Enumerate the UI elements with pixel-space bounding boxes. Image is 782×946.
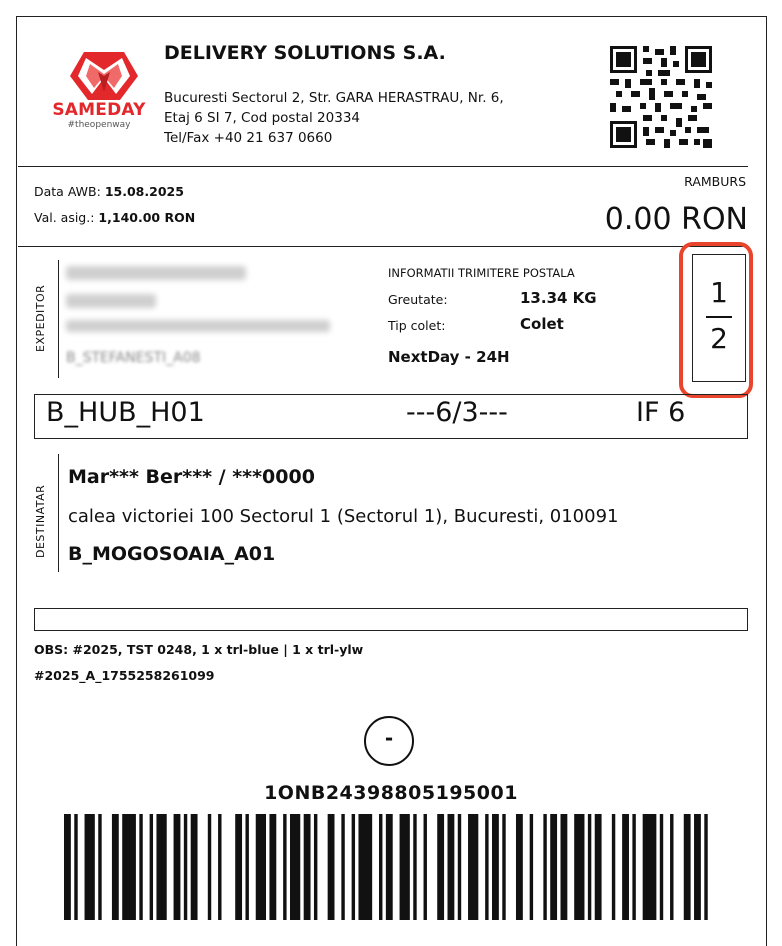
barcode-bar [122,814,136,920]
recipient-section-label: DESTINATAR [34,484,47,558]
barcode-bar [492,814,499,920]
recipient-name: Mar*** Ber*** / ***0000 [68,466,315,488]
barcode-bar [85,814,95,920]
barcode-bar [386,814,393,920]
barcode-bar [341,814,344,920]
divider-header [18,166,748,167]
barcode-bar [632,814,635,920]
barcode-bar [424,814,427,920]
observations: OBS: #2025, TST 0248, 1 x trl-blue | 1 x trl-ylw [34,642,364,657]
sender-bar [58,260,59,378]
barcode-bar [256,814,266,920]
recipient-address: calea victoriei 100 Sectorul 1 (Sectorul 1), Bucuresti, 010091 [68,506,619,527]
insured-value [34,210,195,225]
company-address-line1: Bucuresti Sectorul 2, Str. GARA HERASTRAU, Nr. 6, [164,90,504,106]
barcode-icon [64,814,718,920]
empty-field-box [34,608,748,631]
barcode-bar [643,814,657,920]
redacted-sender-address [66,320,330,332]
barcode-bar [437,814,444,920]
shipment-info-title: INFORMATII TRIMITERE POSTALA [388,266,575,280]
barcode-bar [447,814,454,920]
recipient-hub: B_MOGOSOAIA_A01 [68,543,276,565]
awb-date-label: Data AWB: [34,184,101,199]
barcode-bar [622,814,629,920]
redacted-sender-line2 [66,294,156,308]
barcode-bar [290,814,300,920]
barcode-bar [660,814,663,920]
cod-label: RAMBURS [684,174,746,189]
barcode-bar [574,814,584,920]
company-address-line2: Etaj 6 SI 7, Cod postal 20334 [164,110,360,126]
sender-hub: B_STEFANESTI_A08 [66,350,201,366]
sender-section-label: EXPEDITOR [34,284,47,352]
redacted-sender-name [66,266,246,280]
barcode-bar [150,814,153,920]
barcode-bar [184,814,187,920]
awb-date-value: 15.08.2025 [104,184,184,199]
barcode-bar [468,814,478,920]
barcode-bar [530,814,533,920]
barcode-bar [112,814,119,920]
barcode-bar [543,814,546,920]
barcode-bar [502,814,505,920]
barcode-bar [328,814,335,920]
company-name: DELIVERY SOLUTIONS S.A. [164,42,446,64]
barcode-bar [612,814,615,920]
barcode-bar [191,814,198,920]
barcode-bar [670,814,673,920]
barcode-bar [156,814,166,920]
logo-tagline: #theopenway [67,120,131,130]
barcode-bar [413,814,416,920]
routing-zone: IF 6 [636,397,686,428]
barcode-bar [269,814,276,920]
company-phone: Tel/Fax +40 21 637 0660 [164,130,333,146]
barcode-bar [304,814,311,920]
barcode-bar [174,814,181,920]
recipient-bar [58,454,59,572]
insured-label: Val. asig.: [34,210,95,225]
parcel-type-label: Tip colet: [388,318,446,333]
logo-text: SAMEDAY [52,100,146,120]
barcode-bar [694,814,701,920]
barcode-bar [358,814,372,920]
barcode-bar [283,814,286,920]
barcode-bar [704,814,707,920]
routing-code: ---6/3--- [406,397,508,428]
weight-label: Greutate: [388,292,448,307]
qr-code-icon [610,46,712,148]
barcode-bar [98,814,101,920]
cod-value: 0.00 RON [604,202,748,237]
reference-id: #2025_A_1755258261099 [34,668,215,683]
circle-mark-text: - [384,726,394,750]
barcode-bar [485,814,488,920]
routing-hub: B_HUB_H01 [46,397,205,428]
barcode-bar [684,814,691,920]
barcode-bar [379,814,382,920]
barcode-bar [218,814,221,920]
insured-amount: 1,140.00 RON [98,210,196,225]
barcode-bar [352,814,355,920]
barcode-number: 1ONB24398805195001 [264,782,518,804]
barcode-bar [560,814,567,920]
parcel-index: 1 [710,276,728,309]
barcode-bar [64,814,71,920]
barcode-bar [208,814,211,920]
weight-value: 13.34 KG [520,289,597,307]
parcel-type-value: Colet [520,315,564,333]
barcode-bar [245,814,248,920]
sameday-logo-icon [68,48,140,102]
barcode-bar [595,814,602,920]
barcode-bar [139,814,142,920]
barcode-bar [74,814,77,920]
service-type: NextDay - 24H [388,348,510,366]
barcode-bar [588,814,591,920]
barcode-bar [458,814,461,920]
divider-awb [18,246,748,247]
parcel-total: 2 [710,322,728,355]
awb-date [34,184,184,199]
highlight-annotation [679,242,753,398]
barcode-bar [235,814,242,920]
barcode-bar [550,814,557,920]
barcode-bar [400,814,410,920]
barcode-bar [516,814,523,920]
barcode-bar [314,814,317,920]
